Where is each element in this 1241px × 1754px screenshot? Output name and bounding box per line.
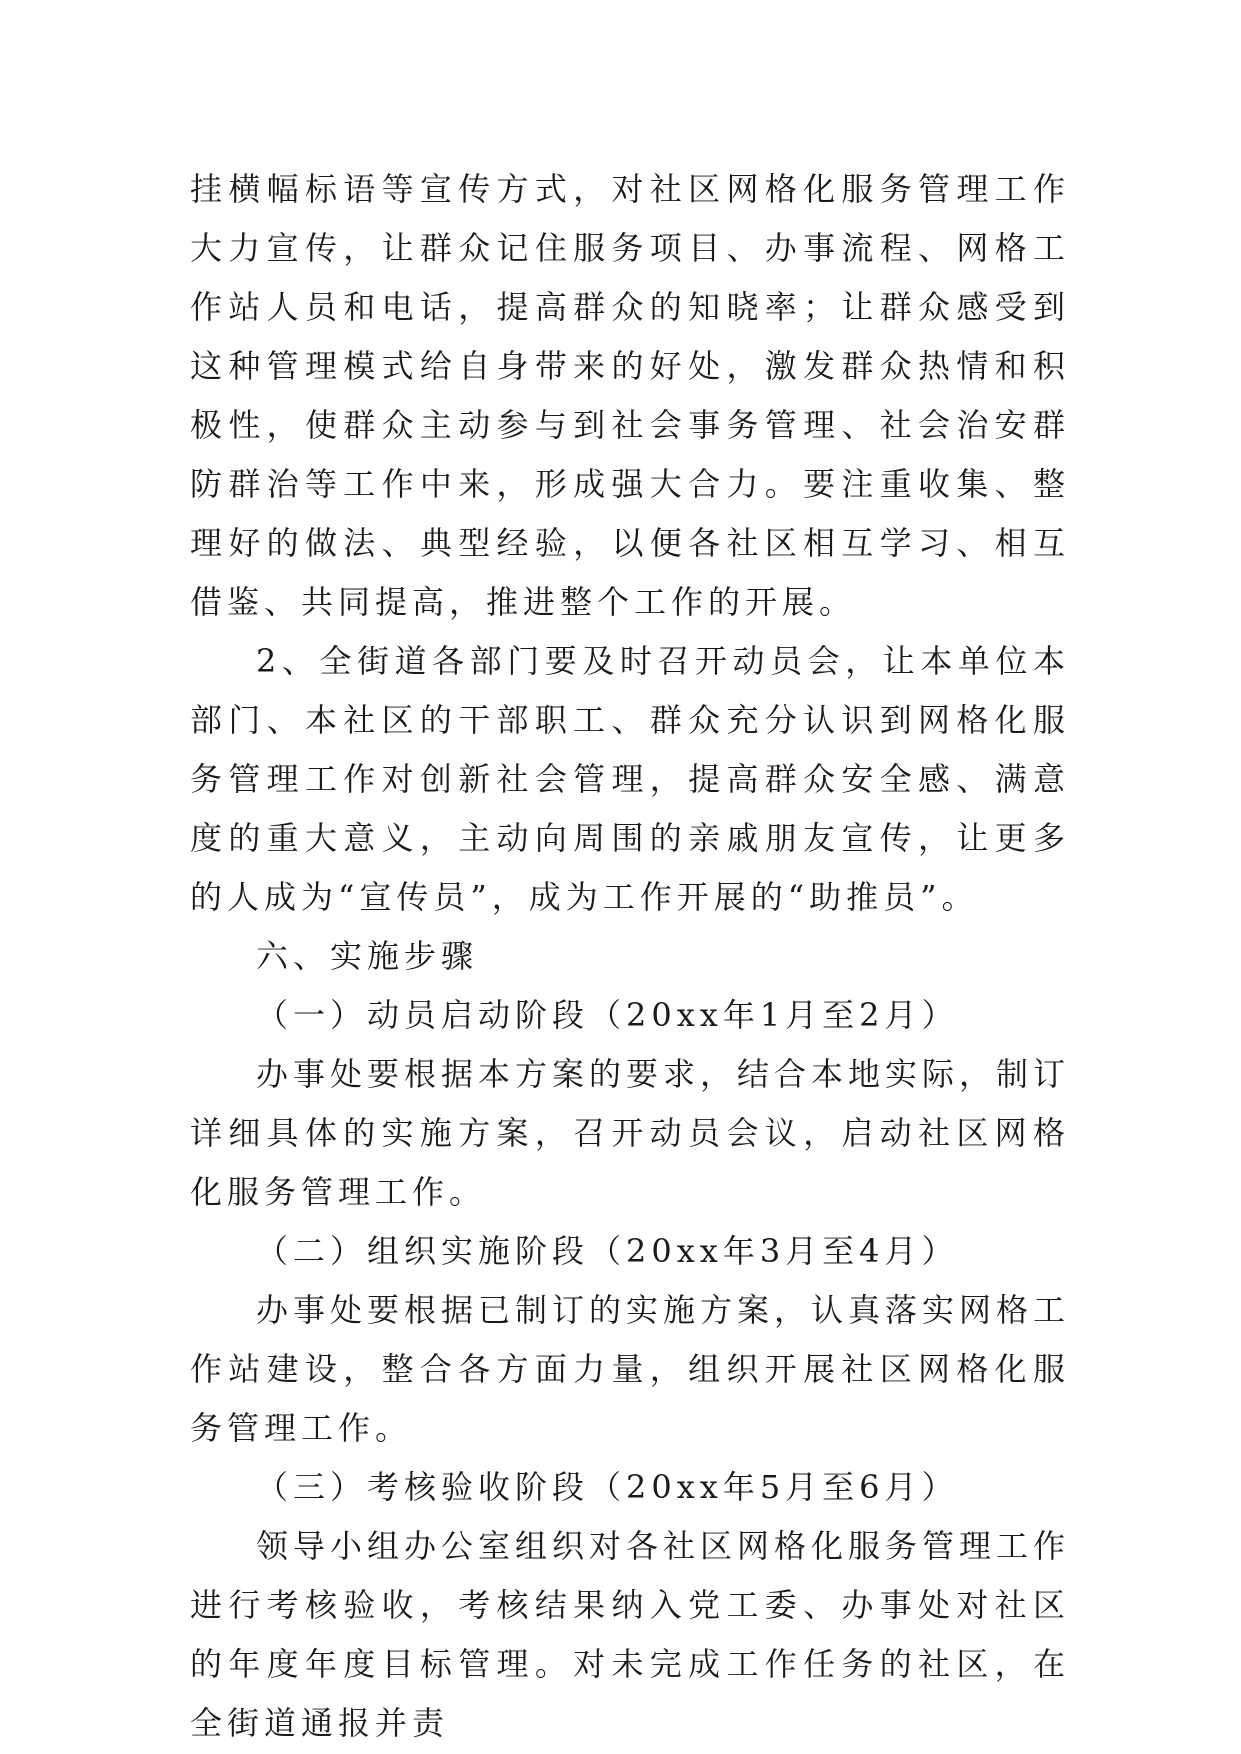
body-paragraph-publicity: 挂横幅标语等宣传方式，对社区网格化服务管理工作大力宣传，让群众记住服务项目、办事流程、网格工作站人员和电话，提高群众的知晓率；让群众感受到这种管理模式给自身带来的好处，激发群众热情和积极性，使群众主动参与到社会事务管理、社会治安群防群治等工作中来，形成强大合力。要注重收集、整理好的做法、典型经验，以便各社区相互学习、相互借鉴、共同提高，推进整个工作的开展。 (190, 170, 1070, 621)
document-body (190, 160, 1070, 1753)
body-paragraph-assessment-phase: 领导小组办公室组织对各社区网格化服务管理工作进行考核验收，考核结果纳入党工委、办事处对社区的年度年度目标管理。对未完成工作任务的社区，在全街道通报并责 (190, 1527, 1071, 1742)
subheading-implementation-phase: （二）组织实施阶段（20xx年3月至4月） (256, 1232, 959, 1270)
section-heading-implementation-steps: 六、实施步骤 (256, 937, 479, 975)
subheading-assessment-phase: （三）考核验收阶段（20xx年5月至6月） (256, 1468, 959, 1506)
body-paragraph-mobilization-meeting: 2、全街道各部门要及时召开动员会，让本单位本部门、本社区的干部职工、群众充分认识到网格化服务管理工作对创新社会管理，提高群众安全感、满意度的重大意义，主动向周围的亲戚朋友宣传，让更多的人成为“宣传员”，成为工作开展的“助推员”。 (190, 642, 1070, 916)
body-paragraph-implementation-phase: 办事处要根据已制订的实施方案，认真落实网格工作站建设，整合各方面力量，组织开展社区网格化服务管理工作。 (190, 1291, 1071, 1447)
body-paragraph-mobilization-phase: 办事处要根据本方案的要求，结合本地实际，制订详细具体的实施方案，召开动员会议，启动社区网格化服务管理工作。 (190, 1055, 1071, 1211)
subheading-mobilization-phase: （一）动员启动阶段（20xx年1月至2月） (256, 996, 959, 1034)
